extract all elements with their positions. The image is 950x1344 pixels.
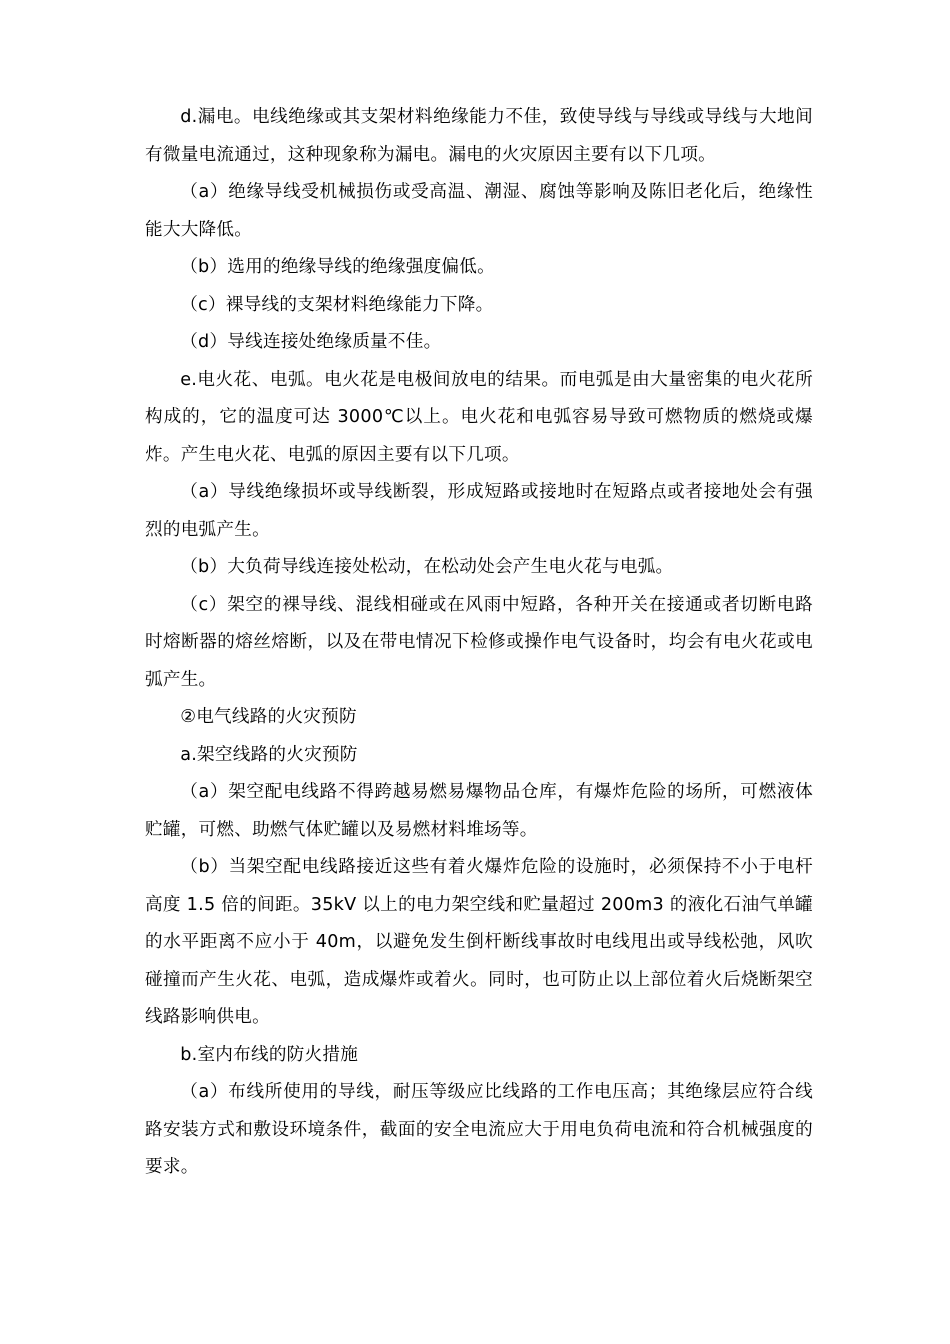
paragraph-spark-c: （c）架空的裸导线、混线相碰或在风雨中短路，各种开关在接通或者切断电路时熔断器的熔丝熔断，以及在带电情况下检修或操作电气设备时，均会有电火花或电弧产生。 — [145, 594, 813, 690]
paragraph-spark-a: （a）导线绝缘损坏或导线断裂，形成短路或接地时在短路点或者接地处会有强烈的电弧产生。 — [145, 482, 813, 540]
paragraph-indoor-a: （a）布线所使用的导线，耐压等级应比线路的工作电压高；其绝缘层应符合线路安装方式和敷设环境条件，截面的安全电流应大于用电负荷电流和符合机械强度的要求。 — [145, 1082, 813, 1177]
subheading-indoor-wiring: b.室内布线的防火措施 — [180, 1044, 359, 1065]
paragraph-spark-intro: e.电火花、电弧。电火花是电极间放电的结果。而电弧是由大量密集的电火花所构成的，它的温度可达 3000℃以上。电火花和电弧容易导致可燃物质的燃烧或爆炸。产生电火花、电弧的原因主要有以下几项。 — [145, 369, 813, 465]
subheading-overhead-lines: a.架空线路的火灾预防 — [180, 744, 358, 765]
paragraph-leakage-c: （c）裸导线的支架材料绝缘能力下降。 — [180, 294, 494, 315]
document-page — [145, 99, 813, 1187]
paragraph-leakage-intro: d.漏电。电线绝缘或其支架材料绝缘能力不佳，致使导线与导线或导线与大地间有微量电流通过，这种现象称为漏电。漏电的火灾原因主要有以下几项。 — [145, 107, 813, 165]
section-heading-prevention: ②电气线路的火灾预防 — [180, 707, 357, 727]
paragraph-overhead-a: （a）架空配电线路不得跨越易燃易爆物品仓库，有爆炸危险的场所，可燃液体贮罐，可燃、助燃气体贮罐以及易燃材料堆场等。 — [145, 782, 813, 840]
paragraph-spark-b: （b）大负荷导线连接处松动，在松动处会产生电火花与电弧。 — [180, 557, 674, 577]
paragraph-leakage-b: （b）选用的绝缘导线的绝缘强度偏低。 — [180, 257, 495, 277]
paragraph-overhead-b: （b）当架空配电线路接近这些有着火爆炸危险的设施时，必须保持不小于电杆高度 1.5 倍的间距。35kV 以上的电力架空线和贮量超过 200m3 的液化石油气单罐的水平距离不应小于 40m，以避免发生倒杆断线事故时电线甩出或导线松弛，风吹碰撞而产生火花、电弧，造成爆炸或着火。同时，也可防止以上部位着火后烧断架空线路影响供电。 — [145, 857, 813, 1027]
paragraph-leakage-a: （a）绝缘导线受机械损伤或受高温、潮湿、腐蚀等影响及陈旧老化后，绝缘性能大大降低。 — [145, 182, 813, 240]
paragraph-leakage-d: （d）导线连接处绝缘质量不佳。 — [180, 332, 442, 352]
